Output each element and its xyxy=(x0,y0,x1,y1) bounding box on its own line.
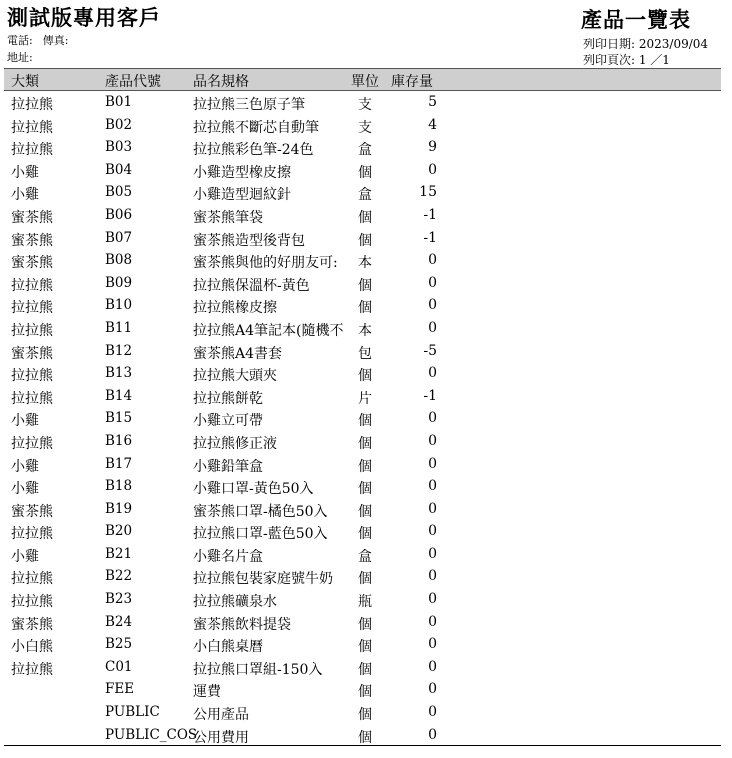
table-header xyxy=(4,68,721,91)
cell-unit: 個 xyxy=(358,458,372,475)
table-row xyxy=(0,499,732,522)
cell-stock: 0 xyxy=(428,704,437,721)
product-table-body xyxy=(0,92,732,747)
cell-code: B25 xyxy=(105,636,133,653)
table-row xyxy=(0,566,732,589)
cell-category: 拉拉熊 xyxy=(11,277,53,294)
cell-stock: 0 xyxy=(428,523,437,540)
cell-category: 拉拉熊 xyxy=(11,390,53,407)
table-row xyxy=(0,679,732,702)
cell-category: 拉拉熊 xyxy=(11,300,53,317)
cell-unit: 個 xyxy=(358,368,372,385)
cell-stock: 0 xyxy=(428,500,437,517)
cell-code: B22 xyxy=(105,568,133,585)
cell-code: B15 xyxy=(105,410,133,427)
cell-code: B16 xyxy=(105,432,133,449)
table-row xyxy=(0,408,732,431)
address-line xyxy=(7,49,43,65)
cell-name: 小雞造型迴紋針 xyxy=(193,187,291,204)
cell-name: 小雞立可帶 xyxy=(193,413,263,430)
cell-unit: 盒 xyxy=(358,142,372,159)
cell-code: B19 xyxy=(105,500,133,517)
cell-name: 蜜茶熊與他的好朋友可: xyxy=(193,255,338,272)
cell-stock: 15 xyxy=(419,184,437,201)
bottom-rule xyxy=(4,745,721,746)
cell-category: 蜜茶熊 xyxy=(11,345,53,362)
cell-unit: 個 xyxy=(358,526,372,543)
column-header-name: 品名規格 xyxy=(193,74,249,90)
cell-code: B09 xyxy=(105,274,133,291)
cell-unit: 個 xyxy=(358,209,372,226)
cell-stock: 0 xyxy=(428,319,437,336)
cell-stock: -1 xyxy=(423,206,437,223)
cell-stock: 0 xyxy=(428,252,437,269)
cell-stock: 0 xyxy=(428,568,437,585)
table-row xyxy=(0,273,732,296)
cell-code: B18 xyxy=(105,478,133,495)
table-row xyxy=(0,92,732,115)
cell-code: B10 xyxy=(105,297,133,314)
cell-category: 小白熊 xyxy=(11,639,53,656)
cell-category: 小雞 xyxy=(11,548,39,565)
cell-stock: 0 xyxy=(428,658,437,675)
contact-line xyxy=(7,32,78,48)
cell-name: 拉拉熊口罩組-150入 xyxy=(193,661,323,678)
cell-stock: 0 xyxy=(428,613,437,630)
cell-category: 拉拉熊 xyxy=(11,142,53,159)
table-row xyxy=(0,521,732,544)
table-row xyxy=(0,657,732,680)
cell-code: FEE xyxy=(105,681,135,698)
cell-unit: 個 xyxy=(358,661,372,678)
cell-unit: 個 xyxy=(358,164,372,181)
cell-code: B13 xyxy=(105,365,133,382)
cell-code: B17 xyxy=(105,455,133,472)
cell-category: 小雞 xyxy=(11,458,39,475)
cell-unit: 個 xyxy=(358,684,372,701)
cell-stock: 0 xyxy=(428,681,437,698)
table-row xyxy=(0,476,732,499)
cell-name: 拉拉熊彩色筆-24色 xyxy=(193,142,314,159)
cell-name: 小雞口罩-黃色50入 xyxy=(193,481,314,498)
cell-code: PUBLIC_COS xyxy=(105,726,198,743)
cell-unit: 盒 xyxy=(358,548,372,565)
cell-code: B04 xyxy=(105,161,133,178)
cell-category: 小雞 xyxy=(11,187,39,204)
cell-stock: 0 xyxy=(428,478,437,495)
cell-name: 公用費用 xyxy=(193,729,249,746)
cell-stock: 4 xyxy=(428,116,437,133)
table-row xyxy=(0,454,732,477)
cell-name: 運費 xyxy=(193,684,221,701)
cell-name: 拉拉熊橡皮擦 xyxy=(193,300,277,317)
cell-unit: 個 xyxy=(358,639,372,656)
cell-code: B03 xyxy=(105,139,133,156)
table-row xyxy=(0,160,732,183)
cell-unit: 盒 xyxy=(358,187,372,204)
fax-label: 傳真: xyxy=(42,34,69,47)
cell-category: 拉拉熊 xyxy=(11,526,53,543)
cell-name: 拉拉熊口罩-藍色50入 xyxy=(193,526,328,543)
cell-name: 公用產品 xyxy=(193,707,249,724)
cell-category: 蜜茶熊 xyxy=(11,255,53,272)
table-row xyxy=(0,295,732,318)
cell-stock: 0 xyxy=(428,726,437,743)
cell-code: C01 xyxy=(105,658,133,675)
cell-code: B07 xyxy=(105,229,133,246)
cell-category: 拉拉熊 xyxy=(11,435,53,452)
column-header-unit: 單位 xyxy=(351,74,379,90)
cell-unit: 片 xyxy=(358,390,372,407)
cell-unit: 個 xyxy=(358,729,372,746)
cell-category: 小雞 xyxy=(11,481,39,498)
cell-stock: 0 xyxy=(428,636,437,653)
cell-unit: 個 xyxy=(358,481,372,498)
table-row xyxy=(0,544,732,567)
cell-code: B21 xyxy=(105,545,133,562)
cell-category: 小雞 xyxy=(11,164,39,181)
cell-unit: 支 xyxy=(358,119,372,136)
page-info: 列印頁次: 1 ／1 xyxy=(583,53,670,67)
cell-category: 蜜茶熊 xyxy=(11,209,53,226)
cell-code: B11 xyxy=(105,319,133,336)
table-row xyxy=(0,589,732,612)
column-header-stock: 庫存量 xyxy=(391,74,433,90)
cell-unit: 個 xyxy=(358,571,372,588)
cell-unit: 個 xyxy=(358,616,372,633)
cell-unit: 個 xyxy=(358,300,372,317)
cell-category: 拉拉熊 xyxy=(11,119,53,136)
cell-name: 小雞鉛筆盒 xyxy=(193,458,263,475)
table-row xyxy=(0,250,732,273)
cell-stock: 5 xyxy=(428,94,437,110)
print-date: 列印日期: 2023/09/04 xyxy=(583,37,709,51)
table-row xyxy=(0,431,732,454)
cell-name: 拉拉熊大頭夾 xyxy=(193,368,277,385)
cell-name: 拉拉熊保溫杯-黃色 xyxy=(193,277,310,294)
cell-code: PUBLIC xyxy=(105,704,160,721)
cell-code: B08 xyxy=(105,252,133,269)
cell-code: B06 xyxy=(105,206,133,223)
cell-name: 拉拉熊修正液 xyxy=(193,435,277,452)
cell-category: 拉拉熊 xyxy=(11,97,53,113)
cell-unit: 本 xyxy=(358,255,372,272)
cell-stock: 0 xyxy=(428,365,437,382)
table-row xyxy=(0,318,732,341)
table-row xyxy=(0,612,732,635)
cell-unit: 個 xyxy=(358,277,372,294)
cell-stock: 0 xyxy=(428,432,437,449)
cell-stock: 0 xyxy=(428,591,437,608)
table-row xyxy=(0,634,732,657)
table-row xyxy=(0,205,732,228)
cell-name: 拉拉熊A4筆記本(隨機不 xyxy=(193,322,344,339)
table-row xyxy=(0,386,732,409)
column-header-code: 產品代號 xyxy=(105,74,161,90)
cell-stock: -1 xyxy=(423,387,437,404)
cell-name: 蜜茶熊飲料提袋 xyxy=(193,616,291,633)
cell-code: B20 xyxy=(105,523,133,540)
table-row xyxy=(0,725,732,748)
report-title: 產品一覽表 xyxy=(581,7,691,32)
cell-code: B24 xyxy=(105,613,133,630)
cell-name: 蜜茶熊A4書套 xyxy=(193,345,283,362)
cell-stock: 0 xyxy=(428,410,437,427)
cell-name: 拉拉熊三色原子筆 xyxy=(193,97,305,113)
cell-name: 小白熊桌曆 xyxy=(193,639,263,656)
cell-unit: 包 xyxy=(358,345,372,362)
cell-name: 拉拉熊包裝家庭號牛奶 xyxy=(193,571,333,588)
cell-unit: 瓶 xyxy=(358,594,372,611)
cell-category: 拉拉熊 xyxy=(11,594,53,611)
cell-unit: 個 xyxy=(358,707,372,724)
table-row xyxy=(0,228,732,251)
cell-stock: 0 xyxy=(428,455,437,472)
cell-name: 蜜茶熊造型後背包 xyxy=(193,232,305,249)
cell-category: 拉拉熊 xyxy=(11,661,53,678)
cell-stock: -5 xyxy=(423,342,437,359)
address-label: 地址: xyxy=(7,51,33,64)
table-row xyxy=(0,341,732,364)
cell-code: B14 xyxy=(105,387,133,404)
cell-code: B02 xyxy=(105,116,133,133)
cell-category: 小雞 xyxy=(11,413,39,430)
cell-unit: 個 xyxy=(358,413,372,430)
table-row xyxy=(0,702,732,725)
company-name: 測試版專用客戶 xyxy=(7,5,161,30)
cell-name: 小雞名片盒 xyxy=(193,548,263,565)
cell-unit: 本 xyxy=(358,322,372,339)
cell-name: 蜜茶熊筆袋 xyxy=(193,209,263,226)
cell-name: 拉拉熊礦泉水 xyxy=(193,594,277,611)
cell-name: 蜜茶熊口罩-橘色50入 xyxy=(193,503,328,520)
column-header-category: 大類 xyxy=(11,74,39,90)
table-row xyxy=(0,363,732,386)
cell-code: B23 xyxy=(105,591,133,608)
cell-stock: 0 xyxy=(428,274,437,291)
cell-stock: 0 xyxy=(428,161,437,178)
cell-unit: 個 xyxy=(358,435,372,452)
cell-name: 小雞造型橡皮擦 xyxy=(193,164,291,181)
cell-unit: 支 xyxy=(358,97,372,113)
cell-category: 拉拉熊 xyxy=(11,368,53,385)
cell-category: 拉拉熊 xyxy=(11,322,53,339)
cell-stock: 9 xyxy=(428,139,437,156)
cell-category: 蜜茶熊 xyxy=(11,503,53,520)
table-row xyxy=(0,137,732,160)
cell-name: 拉拉熊不斷芯自動筆 xyxy=(193,119,319,136)
cell-stock: 0 xyxy=(428,545,437,562)
cell-code: B05 xyxy=(105,184,133,201)
cell-code: B12 xyxy=(105,342,133,359)
table-row xyxy=(0,115,732,138)
cell-category: 蜜茶熊 xyxy=(11,232,53,249)
cell-stock: 0 xyxy=(428,297,437,314)
cell-stock: -1 xyxy=(423,229,437,246)
phone-label: 電話: xyxy=(7,34,33,47)
table-row xyxy=(0,182,732,205)
cell-category: 蜜茶熊 xyxy=(11,616,53,633)
cell-unit: 個 xyxy=(358,232,372,249)
cell-category: 拉拉熊 xyxy=(11,571,53,588)
cell-unit: 個 xyxy=(358,503,372,520)
cell-code: B01 xyxy=(105,94,133,110)
cell-name: 拉拉熊餅乾 xyxy=(193,390,263,407)
